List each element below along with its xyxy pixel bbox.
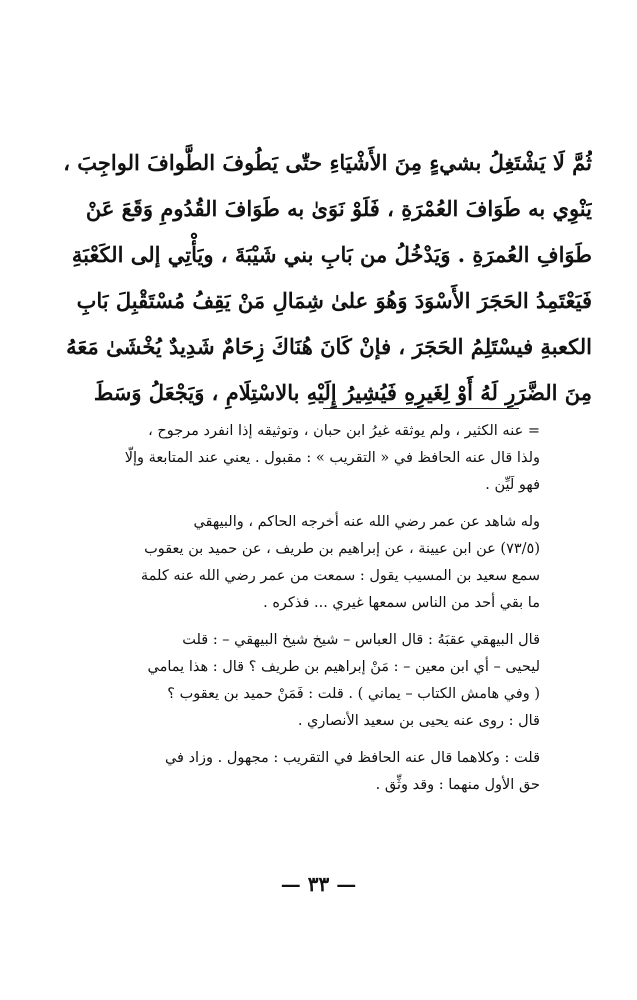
footnote-line: قلت : وكلاهما قال عنه الحافظ في التقريب : مجهول . وزاد في [164,750,540,766]
footnote-line: (٧٣/٥) عن ابن عيينة ، عن إبراهيم بن طريف ، عن حميد بن يعقوب [144,541,540,557]
footnote-paragraph [110,509,540,617]
main-text-line: يَنْوِي به طَوَافَ العُمْرَةِ ، فَلَوْ نَوَىٰ به طَوَافَ القُدُومِ وَقَعَ عَنْ [85,196,592,221]
footnote-line: حق الأول منهما : وقد وثِّق . [375,777,540,793]
footnote-paragraph [110,418,540,499]
footnote-line: ( وفي هامش الكتاب – يماني ) . قلت : فَمَنْ حميد بن يعقوب ؟ [167,686,540,702]
footnote-line: ليحيى – أي ابن معين – : مَنْ إبراهيم بن طريف ؟ قال : هذا يمامي [147,659,540,675]
footnote-line: سمع سعيد بن المسيب يقول : سمعت من عمر رضي الله عنه كلمة [140,568,540,584]
footnotes-block [110,418,540,799]
footnote-divider [323,408,519,409]
main-text-line: ثُمَّ لَا يَشْتَغِلُ بشيءٍ مِنَ الأَشْيَاءِ حتّٰى يَطُوفَ الطَّوافَ الواجِبَ ، [63,150,592,175]
footnote-line: قال البيهقي عقبَهُ : قال العباس – شيخ شيخ البيهقي – : قلت [182,632,540,648]
main-text-line: طَوَافِ العُمرَةِ . وَيَدْخُلُ من بَابِ بني شَيْبَةَ ، ويَأْتِي إلى الكَعْبَةِ [71,242,592,267]
footnote-line: ولذا قال عنه الحافظ في « التقريب » : مقبول . يعني عند المتابعة وإلّا [124,450,540,466]
footnote-paragraph [110,745,540,799]
main-text-line: مِنَ الضَّرَرِ لَهُ أَوْ لِغَيرِهِ فَيُشِيرُ إِلَيْهِ بالاسْتِلَامِ ، وَيَجْعَلُ وَسَطَ [93,380,592,405]
main-text-line: فَيَعْتَمِدُ الحَجَرَ الأَسْوَدَ وَهُوَ علىٰ شِمَالِ مَنْ يَقِفُ مُسْتَقْبِلَ بَابِ [76,288,592,313]
main-text-block [45,140,592,416]
footnote-line: قال : روى عنه يحيى بن سعيد الأنصاري . [297,713,540,729]
footnote-paragraph [110,627,540,735]
footnote-line: = عنه الكثير ، ولم يوثقه غيرُ ابن حبان ، وتوثيقه إذا انفرد مرجوح ، [148,423,540,439]
footnote-line: وله شاهد عن عمر رضي الله عنه أخرجه الحاكم ، والبيهقي [193,514,540,530]
footnote-line: ما بقي أحد من الناس سمعها غيري ... فذكره . [263,595,540,611]
footnote-line: فهو لَيِّن . [485,477,540,493]
page-number: — ٣٣ — [280,872,357,896]
main-text-line: الكعبةِ فيسْتَلِمُ الحَجَرَ ، فإنْ كَانَ هُنَاكَ زِحَامٌ شَدِيدٌ يُخْشَىٰ مَعَهُ [66,334,592,359]
